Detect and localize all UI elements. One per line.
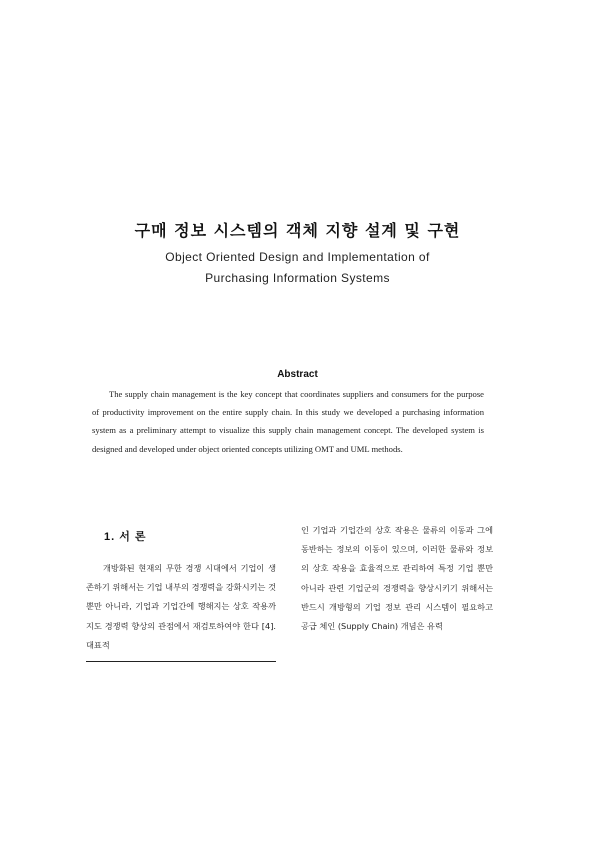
intro-paragraph-right-column: 인 기업과 기업간의 상호 작용은 물류의 이동과 그에 동반하는 정보의 이동이 있으며, 이러한 물류와 정보의 상호 작용을 효율적으로 관리하여 특정 기업 뿐만 아니라 관련 기업군의 경쟁력을 향상시키기 위해서는 반드시 개방형의 기업 정보 관리 시스템이 필요하고 공급 체인 (Supply Chain) 개념은 유력: [301, 525, 493, 632]
abstract-heading: Abstract: [277, 369, 318, 380]
footnote-divider: [86, 661, 276, 662]
paper-title-korean: 구매 정보 시스템의 객체 지향 설계 및 구현: [134, 221, 461, 240]
paper-title-english-line2: Purchasing Information Systems: [205, 271, 390, 285]
paper-title-english-line1: Object Oriented Design and Implementation of: [165, 250, 430, 264]
intro-paragraph-left-column: 개방화된 현재의 무한 경쟁 시대에서 기업이 생존하기 위해서는 기업 내부의 경쟁력을 강화시키는 것 뿐만 아니라, 기업과 기업간에 행해지는 상호 작용까지도 경쟁력 향상의 관점에서 재검토하여야 한다 [4]. 대표적: [86, 563, 276, 650]
paper-title-english: [0, 247, 595, 289]
section-heading-introduction: 1. 서 론: [104, 531, 147, 543]
abstract-body: The supply chain management is the key concept that coordinates suppliers and consumers for the purpose of productivity improvement on the entire supply chain. In this study we developed a purchasing information system as a preliminary attempt to visualize this supply chain management concept. The developed system is designed and developed under object oriented concepts utilizing OMT and UML methods.: [92, 389, 484, 454]
